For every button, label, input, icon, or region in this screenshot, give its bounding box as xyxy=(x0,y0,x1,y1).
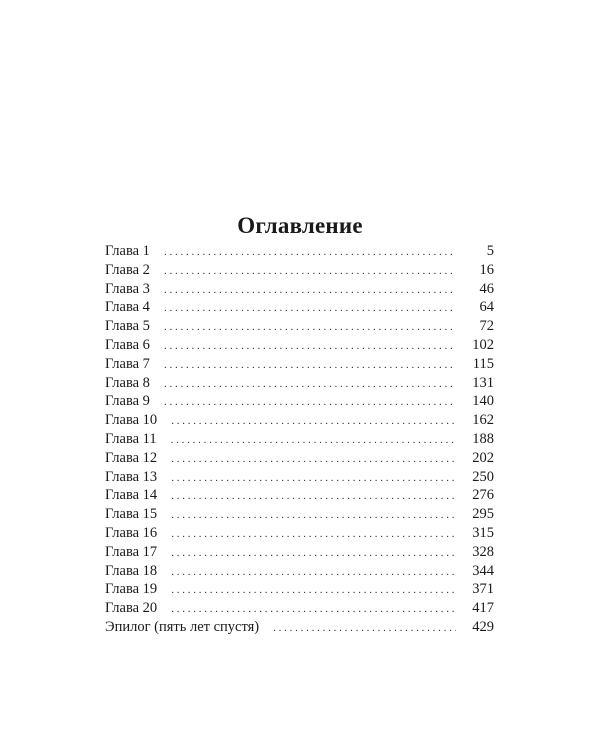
toc-entry-label: Глава 13 xyxy=(105,468,158,485)
toc-entry xyxy=(105,505,494,524)
toc-entry-page-number: 315 xyxy=(472,524,494,541)
toc-entry xyxy=(105,562,494,581)
toc-entry xyxy=(105,580,494,599)
toc-entry-label: Глава 20 xyxy=(105,600,158,617)
toc-entry-label: Глава 1 xyxy=(105,243,150,259)
toc-entry xyxy=(105,374,494,393)
toc-entry-page-number: 72 xyxy=(479,318,494,335)
toc-entry-page-number: 102 xyxy=(472,336,494,353)
toc-title: Оглавление xyxy=(237,213,363,239)
toc-dot-leader xyxy=(171,431,456,450)
toc-entry-label: Глава 6 xyxy=(105,336,150,353)
toc-entry xyxy=(105,449,494,468)
toc-entry xyxy=(105,298,494,317)
toc-entry-page-number: 344 xyxy=(472,562,494,579)
toc-entry xyxy=(105,317,494,336)
toc-dot-leader xyxy=(164,299,456,318)
toc-dot-leader xyxy=(171,600,456,619)
toc-entry xyxy=(105,411,494,430)
toc-dot-leader xyxy=(164,393,456,412)
toc-entry-label: Глава 11 xyxy=(105,430,157,447)
toc-entry-label: Эпилог (пять лет спустя) xyxy=(105,618,260,635)
toc-entry-page-number: 5 xyxy=(486,243,494,259)
toc-entry-page-number: 115 xyxy=(472,355,494,372)
toc-entry-page-number: 417 xyxy=(472,600,494,617)
toc-entry-label: Глава 4 xyxy=(105,299,150,316)
toc-entry-page-number: 131 xyxy=(472,374,494,391)
toc-dot-leader xyxy=(164,337,456,356)
toc-dot-leader xyxy=(171,469,456,488)
toc-dot-leader xyxy=(171,581,456,600)
toc-entry-page-number: 202 xyxy=(472,449,494,466)
toc-entry-label: Глава 10 xyxy=(105,412,158,429)
toc-list xyxy=(105,242,494,637)
toc-entry-label: Глава 19 xyxy=(105,581,158,598)
toc-entry-label: Глава 14 xyxy=(105,487,158,504)
toc-entry-label: Глава 2 xyxy=(105,261,150,278)
toc-entry-page-number: 162 xyxy=(472,412,494,429)
toc-entry-page-number: 328 xyxy=(472,543,494,560)
toc-entry-label: Глава 17 xyxy=(105,543,158,560)
toc-dot-leader xyxy=(171,563,456,582)
toc-entry xyxy=(105,392,494,411)
toc-dot-leader xyxy=(171,506,456,525)
toc-entry xyxy=(105,430,494,449)
toc-entry xyxy=(105,242,494,261)
toc-entry-page-number: 140 xyxy=(472,393,494,410)
toc-entry-page-number: 429 xyxy=(472,618,494,635)
toc-entry xyxy=(105,261,494,280)
toc-entry-label: Глава 7 xyxy=(105,355,150,372)
toc-entry xyxy=(105,486,494,505)
toc-entry-page-number: 250 xyxy=(472,468,494,485)
toc-entry xyxy=(105,280,494,299)
toc-dot-leader xyxy=(164,356,456,375)
toc-entry-label: Глава 9 xyxy=(105,393,150,410)
toc-entry-page-number: 188 xyxy=(472,430,494,447)
toc-entry-label: Глава 15 xyxy=(105,506,158,523)
toc-dot-leader xyxy=(171,544,456,563)
toc-entry-label: Глава 5 xyxy=(105,318,150,335)
toc-dot-leader xyxy=(171,525,456,544)
toc-entry xyxy=(105,355,494,374)
toc-dot-leader xyxy=(164,243,456,262)
toc-entry-label: Глава 8 xyxy=(105,374,150,391)
toc-entry xyxy=(105,336,494,355)
toc-dot-leader xyxy=(164,262,456,281)
toc-entry-label: Глава 16 xyxy=(105,524,158,541)
toc-entry-label: Глава 3 xyxy=(105,280,150,297)
toc-entry-label: Глава 18 xyxy=(105,562,158,579)
toc-entry-label: Глава 12 xyxy=(105,449,158,466)
toc-entry-page-number: 371 xyxy=(472,581,494,598)
toc-entry xyxy=(105,599,494,618)
toc-dot-leader xyxy=(164,375,456,394)
toc-entry xyxy=(105,468,494,487)
toc-dot-leader xyxy=(164,281,456,300)
toc-entry-page-number: 295 xyxy=(472,506,494,523)
toc-entry-page-number: 46 xyxy=(479,280,494,297)
toc-entry xyxy=(105,543,494,562)
toc-entry-page-number: 16 xyxy=(479,261,494,278)
toc-dot-leader xyxy=(171,412,456,431)
toc-entry xyxy=(105,524,494,543)
toc-dot-leader xyxy=(171,487,456,506)
toc-entry xyxy=(105,618,494,637)
toc-entry-page-number: 276 xyxy=(472,487,494,504)
toc-dot-leader xyxy=(273,619,456,638)
toc-entry-page-number: 64 xyxy=(479,299,494,316)
toc-dot-leader xyxy=(171,450,456,469)
toc-dot-leader xyxy=(164,318,456,337)
